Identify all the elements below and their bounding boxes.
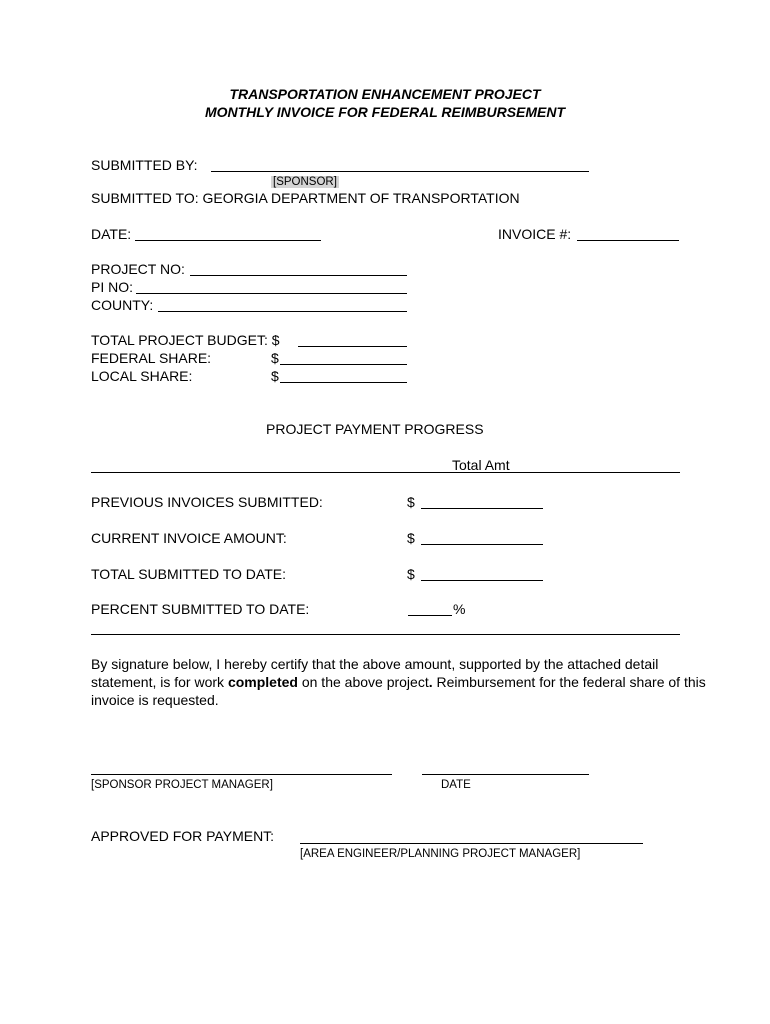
total-amt-header: Total Amt <box>452 457 510 473</box>
local-share-currency: $ <box>271 368 279 384</box>
approval-signature-line[interactable] <box>300 843 643 844</box>
local-share-label: LOCAL SHARE: <box>91 368 193 384</box>
current-invoice-currency: $ <box>407 530 415 546</box>
pi-no-label: PI NO: <box>91 279 134 295</box>
current-invoice-field[interactable] <box>421 530 543 545</box>
sponsor-tag: [SPONSOR] <box>273 176 337 188</box>
county-label: COUNTY: <box>91 297 154 313</box>
pi-no-field[interactable] <box>136 279 407 294</box>
project-no-label: PROJECT NO: <box>91 261 185 277</box>
total-submitted-field[interactable] <box>421 566 543 581</box>
federal-share-currency: $ <box>271 350 279 366</box>
date-field[interactable] <box>135 226 321 241</box>
approved-for-payment-label: APPROVED FOR PAYMENT: <box>91 828 275 844</box>
percent-submitted-field[interactable] <box>408 601 452 616</box>
total-submitted-currency: $ <box>407 566 415 582</box>
current-invoice-label: CURRENT INVOICE AMOUNT: <box>91 530 287 546</box>
date-label: DATE: <box>91 226 132 242</box>
sponsor-pm-label: [SPONSOR PROJECT MANAGER] <box>91 779 273 791</box>
percent-submitted-label: PERCENT SUBMITTED TO DATE: <box>91 601 310 617</box>
local-share-field[interactable] <box>280 368 407 383</box>
total-budget-label: TOTAL PROJECT BUDGET: $ <box>91 332 280 348</box>
section-divider-top <box>91 472 680 473</box>
submitted-to-text: SUBMITTED TO: GEORGIA DEPARTMENT OF TRANSPORTATION <box>91 190 520 206</box>
section-divider-bottom <box>91 634 680 635</box>
submitted-by-label: SUBMITTED BY: <box>91 157 198 173</box>
submitted-by-field[interactable] <box>211 157 589 172</box>
previous-invoices-label: PREVIOUS INVOICES SUBMITTED: <box>91 494 323 510</box>
previous-invoices-currency: $ <box>407 494 415 510</box>
federal-share-field[interactable] <box>280 350 407 365</box>
percent-sign: % <box>453 601 466 617</box>
title-line-1: TRANSPORTATION ENHANCEMENT PROJECT <box>229 86 541 102</box>
progress-heading: PROJECT PAYMENT PROGRESS <box>266 421 484 437</box>
total-budget-field[interactable] <box>298 332 407 347</box>
federal-share-label: FEDERAL SHARE: <box>91 350 212 366</box>
project-no-field[interactable] <box>190 261 407 276</box>
signature-date-label: DATE <box>441 779 471 791</box>
title-line-2: MONTHLY INVOICE FOR FEDERAL REIMBURSEMENT <box>204 104 566 120</box>
invoice-label: INVOICE #: <box>498 226 572 242</box>
previous-invoices-field[interactable] <box>421 494 543 509</box>
county-field[interactable] <box>158 297 407 312</box>
certification-paragraph: By signature below, I hereby certify that the above amount, supported by the attached detail statement, is for work completed on the above project. Reimbursement for the federal share of this invoice is requested. <box>91 656 706 708</box>
area-engineer-label: [AREA ENGINEER/PLANNING PROJECT MANAGER] <box>300 848 581 860</box>
total-submitted-label: TOTAL SUBMITTED TO DATE: <box>91 566 286 582</box>
invoice-number-field[interactable] <box>577 226 679 241</box>
sponsor-signature-line[interactable] <box>91 774 392 775</box>
signature-date-line[interactable] <box>422 774 589 775</box>
